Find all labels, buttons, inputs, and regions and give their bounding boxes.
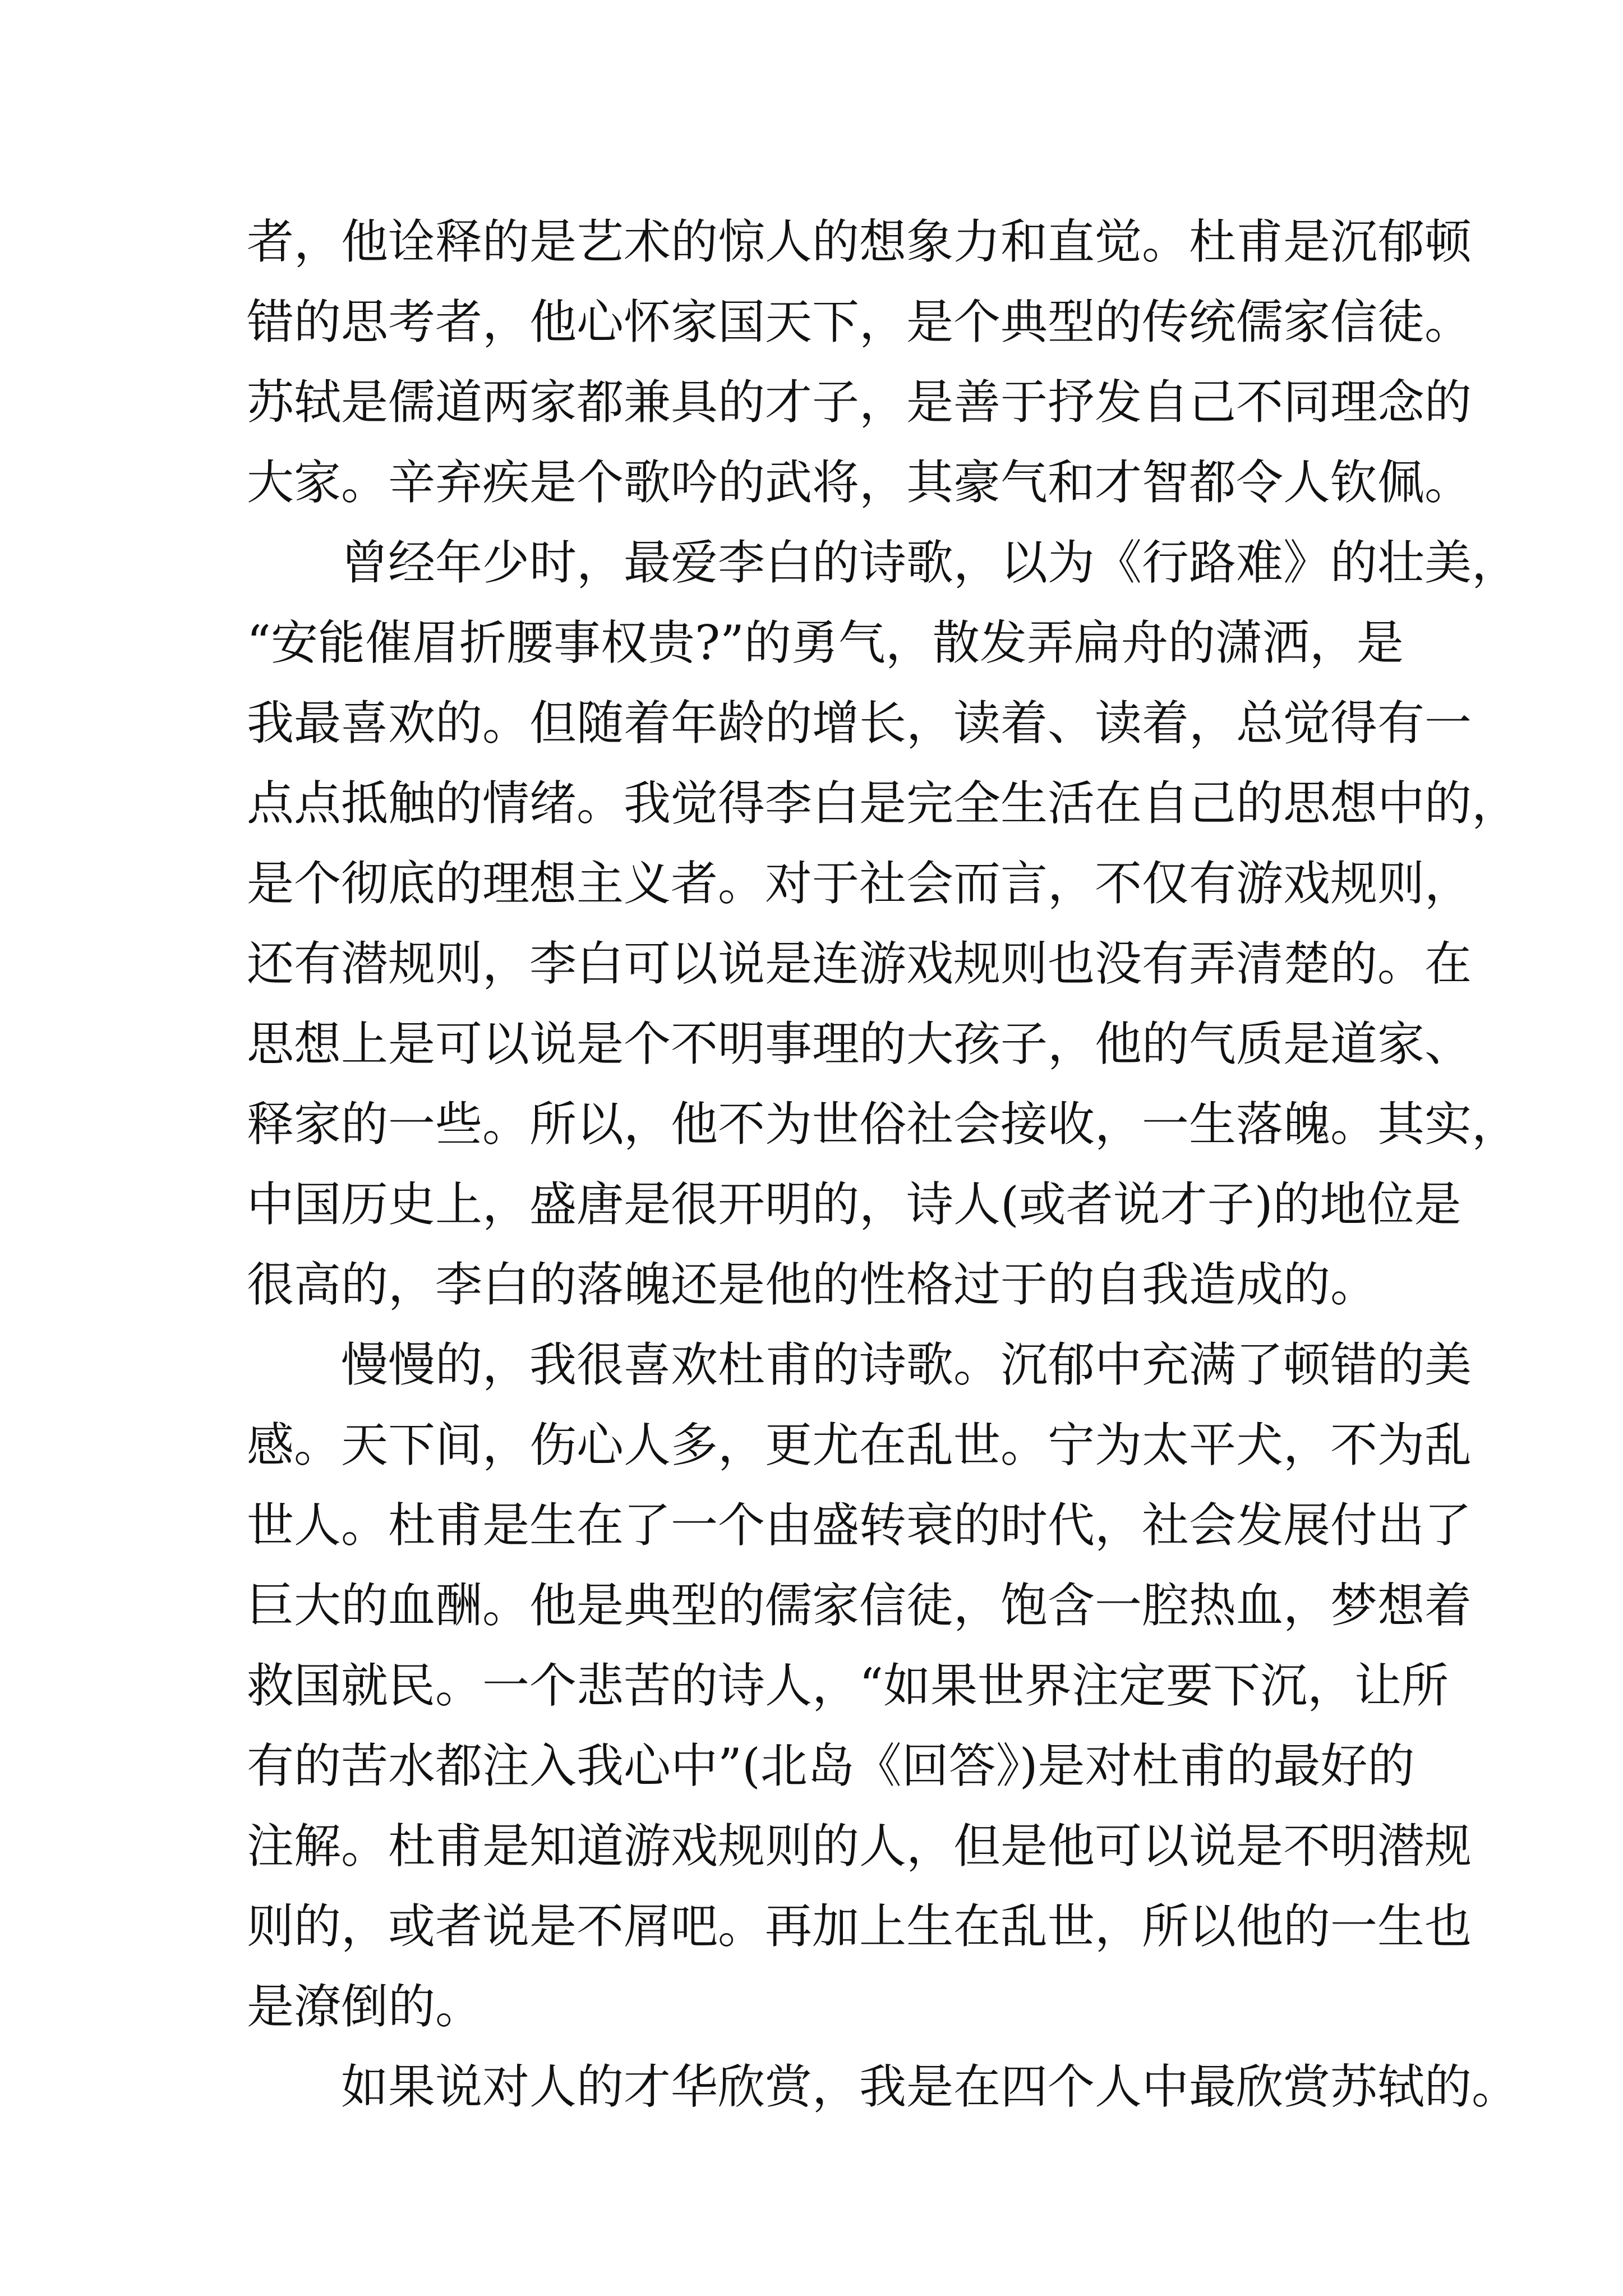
text-line: 世人。杜甫是生在了一个由盛转衰的时代，社会发展付出了 [247, 1498, 1472, 1553]
text-line: 慢慢的，我很喜欢杜甫的诗歌。沉郁中充满了顿错的美 [247, 1337, 1472, 1392]
text-line: 错的思考者，他心怀家国天下，是个典型的传统儒家信徒。 [247, 295, 1472, 349]
text-line: 者，他诠释的是艺术的惊人的想象力和直觉。杜甫是沉郁顿 [247, 214, 1472, 269]
text-line: 是个彻底的理想主义者。对于社会而言，不仅有游戏规则， [247, 856, 1472, 911]
text-line: 大家。辛弃疾是个歌吟的武将，其豪气和才智都令人钦佩。 [247, 455, 1472, 510]
text-line: 则的，或者说是不屑吧。再加上生在乱世，所以他的一生也 [247, 1899, 1472, 1954]
text-line: 有的苦水都注入我心中”(北岛《回答》)是对杜甫的最好的 [247, 1738, 1415, 1793]
text-line: 如果说对人的才华欣赏，我是在四个人中最欣赏苏轼的。 [247, 2059, 1519, 2114]
text-line: 巨大的血酬。他是典型的儒家信徒，饱含一腔热血，梦想着 [247, 1578, 1472, 1633]
text-line: 救国就民。一个悲苦的诗人，“如果世界注定要下沉，让所 [247, 1658, 1449, 1713]
text-line: 还有潜规则，李白可以说是连游戏规则也没有弄清楚的。在 [247, 936, 1472, 991]
text-line: 中国历史上，盛唐是很开明的，诗人(或者说才子)的地位是 [247, 1177, 1461, 1232]
text-line: 感。天下间，伤心人多，更尤在乱世。宁为太平犬，不为乱 [247, 1418, 1472, 1473]
text-line: 曾经年少时，最爱李白的诗歌，以为《行路难》的壮美， [247, 535, 1519, 590]
text-line: 思想上是可以说是个不明事理的大孩子，他的气质是道家、 [247, 1016, 1472, 1071]
text-line: 释家的一些。所以，他不为世俗社会接收，一生落魄。其实， [247, 1097, 1519, 1152]
text-line: 注解。杜甫是知道游戏规则的人，但是他可以说是不明潜规 [247, 1819, 1472, 1874]
text-line: 点点抵触的情绪。我觉得李白是完全生活在自己的思想中的， [247, 776, 1519, 831]
text-line: 我最喜欢的。但随着年龄的增长，读着、读着，总觉得有一 [247, 696, 1472, 751]
text-line: 很高的，李白的落魄还是他的性格过于的自我造成的。 [247, 1257, 1378, 1312]
text-line: “安能催眉折腰事权贵?”的勇气，散发弄扁舟的潇洒，是 [247, 615, 1404, 670]
text-line: 是潦倒的。 [247, 1979, 483, 2034]
text-line: 苏轼是儒道两家都兼具的才子，是善于抒发自己不同理念的 [247, 375, 1472, 430]
body-text [247, 202, 1519, 2127]
